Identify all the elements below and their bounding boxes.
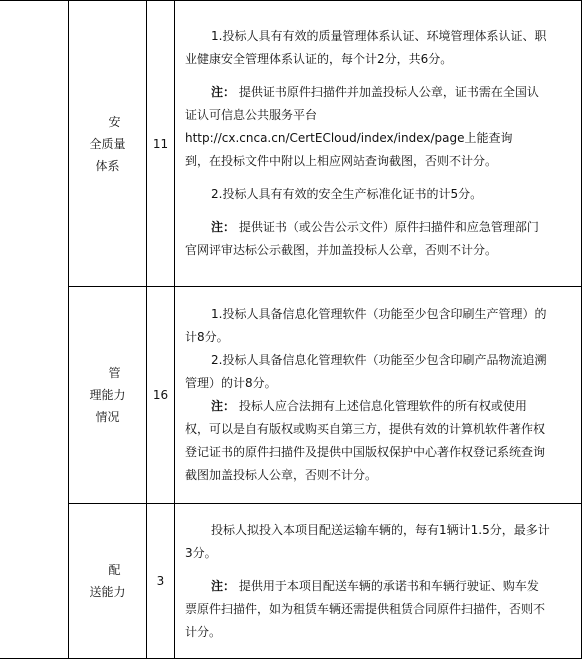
note-line xyxy=(185,216,573,239)
note-label: 注： xyxy=(211,399,236,413)
note-text: 投标人应合法拥有上述信息化管理软件的所有权或使用 xyxy=(238,399,527,413)
criteria-text: 业健康安全管理体系认证的，每个计2分，共6分。 xyxy=(185,52,453,66)
note-text: 提供证书（或公告公示文件）原件扫描件和应急管理部门 xyxy=(238,220,539,234)
category-line: 理能力 xyxy=(89,388,126,402)
table-row xyxy=(0,287,582,504)
note-text: 截图加盖投标人公章，否则不计分。 xyxy=(185,468,378,482)
note-line xyxy=(185,81,573,104)
category-cell xyxy=(69,1,147,287)
note-label: 注： xyxy=(211,85,236,99)
category-cell xyxy=(69,287,147,504)
note-text: 提供证书原件扫描件并加盖投标人公章，证书需在全国认 xyxy=(238,85,539,99)
criteria-text: 1.投标人具备信息化管理软件（功能至少包含印刷生产管理）的 xyxy=(211,307,547,321)
note-text: 官网评审达标公示截图，并加盖投标人公章，否则不计分。 xyxy=(185,243,498,257)
note-line xyxy=(185,575,573,598)
table-row xyxy=(0,1,582,287)
criteria-cell xyxy=(175,287,582,504)
criteria-cell xyxy=(175,1,582,287)
note-line xyxy=(185,395,573,418)
outer-category-cell xyxy=(0,1,69,659)
criteria-text: 1.投标人具有有效的质量管理体系认证、环境管理体系认证、职 xyxy=(211,29,547,43)
criteria-text: 计8分。 xyxy=(185,330,229,344)
note-text: 登记证书的原件扫描件及提供中国版权保护中心著作权登记系统查询 xyxy=(185,445,546,459)
criteria-text: 管理）的计8分。 xyxy=(185,376,277,390)
note-text: 提供用于本项目配送车辆的承诺书和车辆行驶证、购车发 xyxy=(238,578,539,593)
score-cell: 11 xyxy=(147,1,175,287)
category-line: 管 xyxy=(108,366,121,380)
criteria-text: 2.投标人具备信息化管理软件（功能至少包含印刷产品物流追溯 xyxy=(211,353,547,367)
table-row xyxy=(0,504,582,659)
note-text: 证认可信息公共服务平台 xyxy=(185,108,318,122)
category-line: 安 xyxy=(108,114,121,129)
category-line: 送能力 xyxy=(89,585,126,599)
category-line: 体系 xyxy=(95,158,120,173)
score-cell: 3 xyxy=(147,504,175,659)
criteria-text: 2.投标人具有有效的安全生产标准化证书的计5分。 xyxy=(211,187,483,201)
criteria-cell xyxy=(175,504,582,659)
criteria-text: 投标人拟投入本项目配送运输车辆的，每有1辆计1.5分，最多计 xyxy=(211,522,550,537)
note-text: 到，在投标文件中附以上相应网站查询截图，否则不计分。 xyxy=(185,154,498,168)
note-url: http://cx.cnca.cn/CertECloud/index/index/page上能查询 xyxy=(185,131,513,145)
criteria-text: 3分。 xyxy=(185,545,217,560)
category-line: 配 xyxy=(108,563,121,577)
note-text: 计分。 xyxy=(185,624,222,639)
note-label: 注： xyxy=(211,220,236,234)
category-line: 情况 xyxy=(95,410,120,424)
score-cell: 16 xyxy=(147,287,175,504)
note-text: 权，可以是自有版权或购买自第三方，提供有效的计算机软件著作权 xyxy=(185,422,546,436)
category-cell xyxy=(69,504,147,659)
note-label: 注： xyxy=(211,578,236,593)
category-line: 全质量 xyxy=(89,136,126,151)
note-text: 票原件扫描件，如为租赁车辆还需提供租赁合同原件扫描件，否则不 xyxy=(185,601,546,616)
